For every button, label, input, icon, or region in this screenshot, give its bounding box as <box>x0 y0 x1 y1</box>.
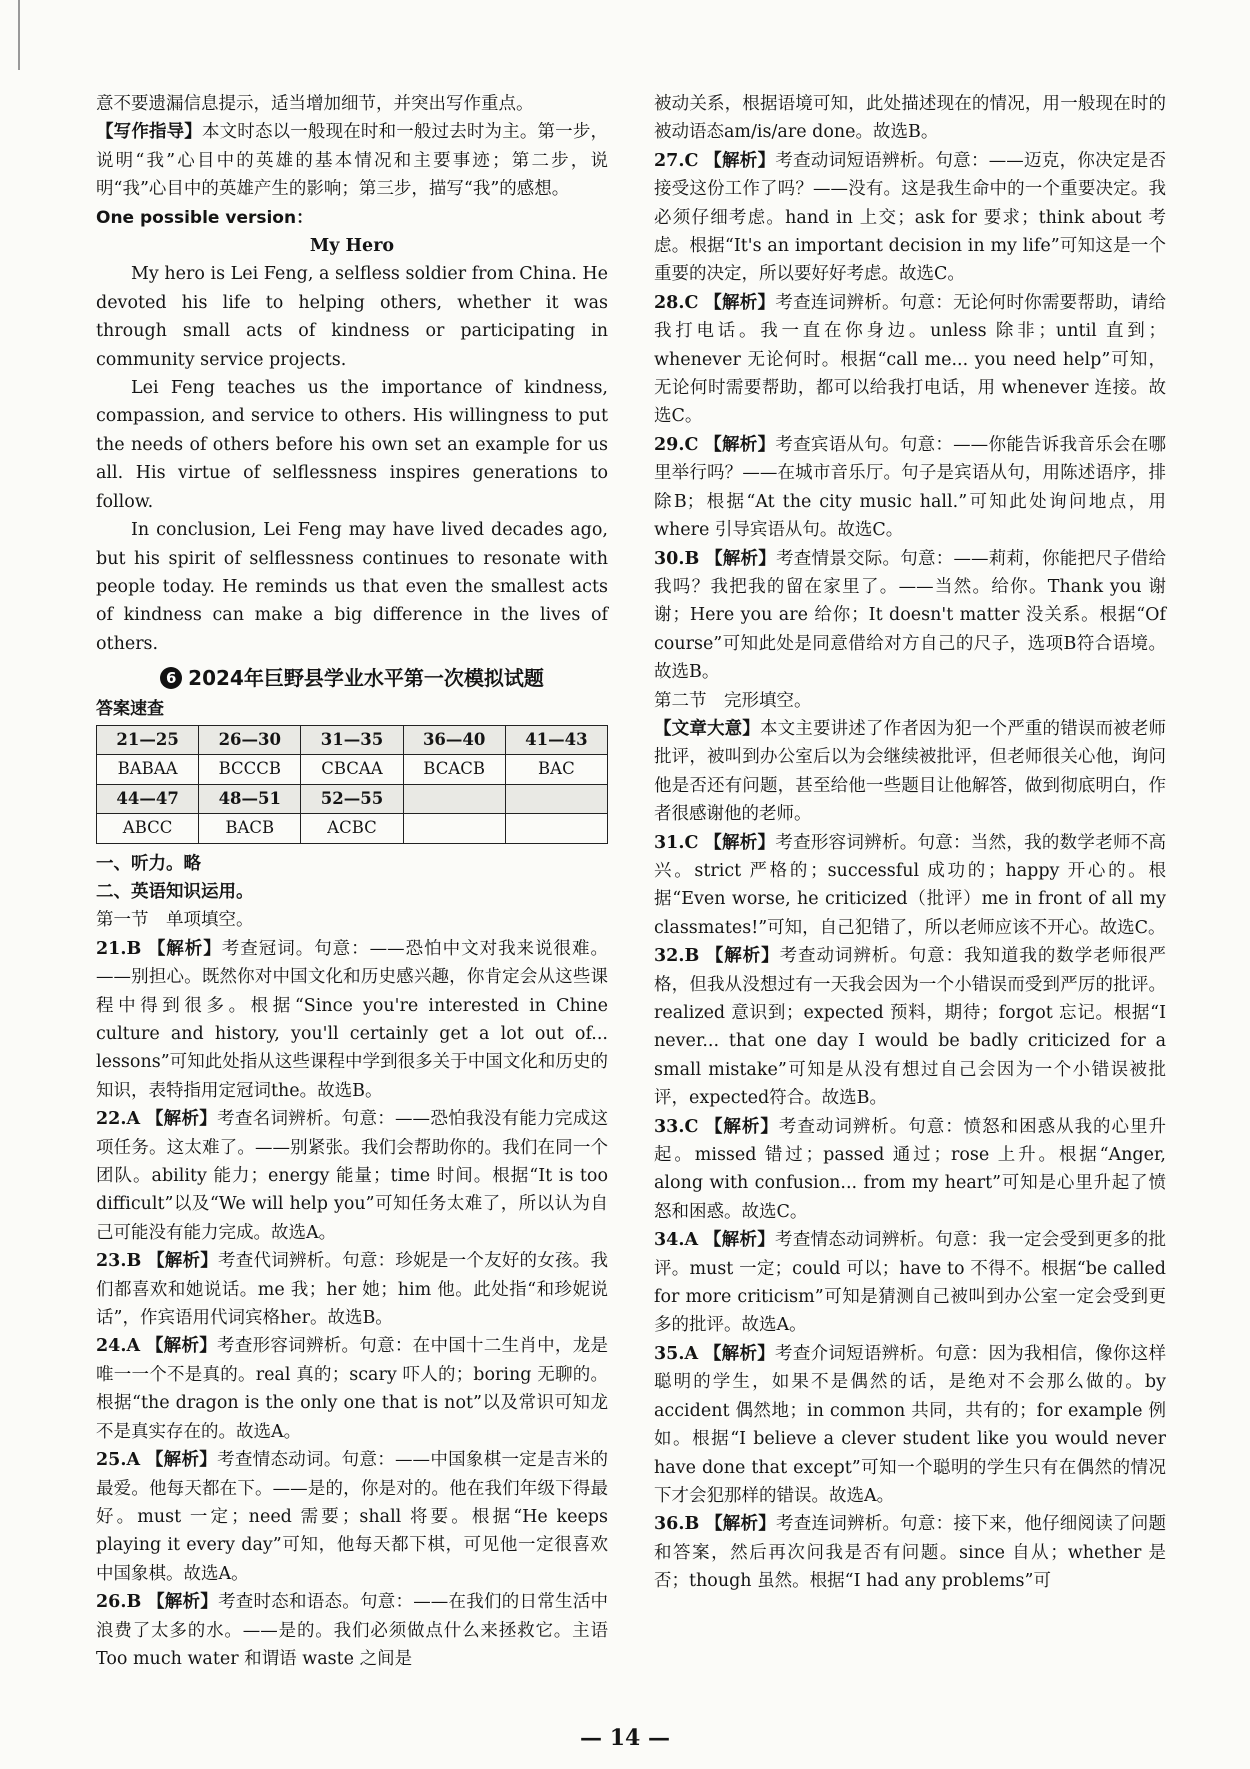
item-answer: A <box>684 1230 699 1251</box>
subsection-heading: 第一节 单项填空。 <box>96 910 254 931</box>
summary-text: 本文主要讲述了作者因为犯一个严重的错误而被老师批评，被叫到办公室后以为会继续被批评，但老师很关心他，询问他是否还有问题，甚至给他一些题目让他解答，做到彻底明白，作者很感谢他的老师。 <box>654 718 1167 825</box>
item-answer: C <box>684 434 699 455</box>
answer-item <box>96 935 608 1105</box>
tag: 【解析】 <box>704 832 776 853</box>
answer-item <box>654 1510 1166 1595</box>
answer-item <box>654 431 1166 545</box>
article-summary <box>654 715 1166 829</box>
item-text: 考查连词辨析。句意：无论何时你需要帮助，请给我打电话。我一直在你身边。unless 除非；until 直到；whenever 无论何时。根据“call me... you need help”可知，无论何时需要帮助，都可以给我打电话，用 whenever 连接。故选C。 <box>654 292 1167 427</box>
table-row <box>97 725 608 754</box>
answer-item <box>96 1588 608 1673</box>
subsection-heading: 第二节 完形填空。 <box>654 690 812 711</box>
item-text: 考查连词辨析。句意：接下来，他仔细阅读了问题和答案，然后再次问我是否有问题。since 自从；whether 是否；though 虽然。根据“I had any problems”可 <box>654 1514 1166 1592</box>
version-label: One possible version： <box>96 207 314 228</box>
tag: 【写作指导】 <box>96 122 202 143</box>
table-cell: BAC <box>505 755 607 784</box>
item-text: 考查形容词辨析。句意：当然，我的数学老师不高兴。strict 严格的；successful 成功的；happy 开心的。根据“Even worse, he criticized（批评）me in front of all my classmates!”可知，自己犯错了，所以老师应该不开心。故选C。 <box>654 832 1167 938</box>
answer-item <box>96 1247 608 1332</box>
tag: 【解析】 <box>145 1336 218 1357</box>
table-row <box>97 784 608 813</box>
item-answer: C <box>684 150 699 171</box>
tag: 【解析】 <box>147 1251 219 1272</box>
item-text: 考查形容词辨析。句意：在中国十二生肖中，龙是唯一一个不是真的。real 真的；scary 吓人的；boring 无聊的。根据“the dragon is the only one that is not”以及常识可知龙不是真实存在的。故选A。 <box>96 1336 608 1442</box>
answer-item <box>96 1332 608 1446</box>
answer-item <box>654 545 1166 687</box>
table-cell: ABCC <box>97 814 199 843</box>
item-answer: C <box>684 832 699 853</box>
part-heading: 二、英语知识运用。 <box>96 881 254 902</box>
item-number: 21. <box>96 938 127 959</box>
paragraph: 被动关系，根据语境可知，此处描述现在的情况，用一般现在时的被动语态am/is/are done。故选B。 <box>654 94 1166 143</box>
item-text: 考查宾语从句。句意：——你能告诉我音乐会在哪里举行吗？——在城市音乐厅。句子是宾语从句，用陈述语序，排除B；根据“At the city music hall.”可知此处询问地点，用 where 引导宾语从句。故选C。 <box>654 434 1166 541</box>
table-cell: 36—40 <box>403 725 505 754</box>
tag: 【解析】 <box>705 1514 777 1535</box>
item-text: 考查冠词。句意：——恐怕中文对我来说很难。——别担心。既然你对中国文化和历史感兴趣，你肯定会从这些课程中得到很多。根据“Since you're interested in Chine culture and history, you'll certainly get a lot out of... lessons”可知此处指从这些课程中学到很多关于中国文化和历史的知识，表特指用定冠词the。故选B。 <box>96 938 609 1101</box>
essay-paragraph: Lei Feng teaches us the importance of kindness, compassion, and service to others. His willingness to put the needs of others before his own set an example for us all. His virtue of selflessness inspires generations to follow. <box>96 378 608 512</box>
tag: 【解析】 <box>147 1592 219 1613</box>
item-answer: B <box>126 938 142 959</box>
essay-paragraph: In conclusion, Lei Feng may have lived decades ago, but his spirit of selflessness continues to resonate with people today. He reminds us that even the smallest acts of kindness can make a big difference in the lives of others. <box>96 520 608 654</box>
item-answer: B <box>684 548 700 569</box>
table-cell: BCCCB <box>199 755 301 784</box>
item-text: 考查动词辨析。句意：愤怒和困惑从我的心里升起。missed 错过；passed 通过；rose 上升。根据“Anger, along with confusion... from my heart”可知是心里升起了愤怒和困惑。故选C。 <box>654 1116 1166 1222</box>
item-number: 30. <box>654 548 685 569</box>
item-answer: B <box>684 1514 700 1535</box>
table-cell <box>403 784 505 813</box>
tag: 【解析】 <box>704 1116 779 1137</box>
right-column <box>654 90 1166 1596</box>
item-text: 考查动词短语辨析。句意：——迈克，你决定是否接受这份工作了吗？——没有。这是我生命中的一个重要决定。我必须仔细考虑。hand in 上交；ask for 要求；think about 考虑。根据“It's an important decision in my life”可知这是一个重要的决定，所以要好好考虑。故选C。 <box>654 150 1166 285</box>
item-text: 考查代词辨析。句意：珍妮是一个友好的女孩。我们都喜欢和她说话。me 我；her 她；him 他。此处指“和珍妮说话”，作宾语用代词宾格her。故选B。 <box>96 1251 608 1329</box>
tag: 【解析】 <box>703 1343 776 1364</box>
table-cell: BCACB <box>403 755 505 784</box>
answer-item <box>654 147 1166 289</box>
item-number: 29. <box>654 434 685 455</box>
part-heading: 一、听力。略 <box>96 853 201 874</box>
section-number: 6 <box>160 667 182 689</box>
tag: 【解析】 <box>704 434 776 455</box>
item-number: 24. <box>96 1336 127 1357</box>
page-number: — 14 — <box>580 1725 670 1751</box>
essay-paragraph: My hero is Lei Feng, a selfless soldier from China. He devoted his life to helping others, whether it was through small acts of kindness or participating in community service projects. <box>96 264 608 370</box>
item-number: 32. <box>654 946 685 967</box>
tag: 【解析】 <box>705 946 780 967</box>
item-number: 27. <box>654 150 685 171</box>
item-number: 36. <box>654 1514 685 1535</box>
table-cell: ACBC <box>301 814 403 843</box>
item-number: 22. <box>96 1109 127 1130</box>
answer-item <box>654 1113 1166 1227</box>
table-row <box>97 755 608 784</box>
item-text: 考查情态动词。句意：——中国象棋一定是吉米的最爱。他每天都在下。——是的，你是对的。他在我们年级下得最好。must 一定；need 需要；shall 将要。根据“He keeps playing it every day”可知，他每天都下棋，可见他一定很喜欢中国象棋。故选A。 <box>96 1450 608 1584</box>
item-text: 考查情态动词辨析。句意：我一定会受到更多的批评。must 一定；could 可以；have to 不得不。根据“be called for more criticism”可知是猜测自己被叫到办公室一定会受到更多的批评。故选A。 <box>654 1230 1166 1336</box>
tag: 【解析】 <box>704 292 776 313</box>
section-heading <box>96 664 608 692</box>
table-cell: 31—35 <box>301 725 403 754</box>
tag: 【解析】 <box>703 1230 776 1251</box>
guide-text: 本文时态以一般现在时和一般过去时为主。第一步，说明“我”心目中的英雄的基本情况和主要事迹；第二步，说明“我”心目中的英雄产生的影响；第三步，描写“我”的感想。 <box>96 122 609 200</box>
writing-guide <box>96 118 608 203</box>
item-answer: A <box>126 1109 141 1130</box>
item-answer: A <box>126 1336 141 1357</box>
tag: 【解析】 <box>147 938 222 959</box>
item-text: 考查介词短语辨析。句意：因为我相信，像你这样聪明的学生，如果不是偶然的话，是绝对不会那么做的。by accident 偶然地；in common 共同，共有的；for example 例如。根据“I believe a clever student like you would never have done that except”可知一个聪明的学生只有在偶然的情况下才会犯那样的错误。故选A。 <box>654 1343 1166 1506</box>
answers-label: 答案速查 <box>96 698 164 719</box>
item-number: 33. <box>654 1116 685 1137</box>
table-cell <box>505 814 607 843</box>
item-answer: A <box>684 1343 699 1364</box>
table-cell: BABAA <box>97 755 199 784</box>
table-cell: BACB <box>199 814 301 843</box>
item-answer: B <box>126 1592 142 1613</box>
item-number: 25. <box>96 1450 127 1471</box>
item-text: 考查名词辨析。句意：——恐怕我没有能力完成这项任务。这太难了。——别紧张。我们会帮助你的。我们在同一个团队。ability 能力；energy 能量；time 时间。根据“It is too difficult”以及“We will help you”可知任务太难了，所以认为自己可能没有能力完成。故选A。 <box>96 1109 608 1243</box>
binding-margin-mark <box>18 0 38 70</box>
table-cell <box>403 814 505 843</box>
item-text: 考查情景交际。句意：——莉莉，你能把尺子借给我吗？我把我的留在家里了。——当然。给你。Thank you 谢谢；Here you are 给你；It doesn't matter 没关系。根据“Of course”可知此处是同意借给对方自己的尺子，选项B符合语境。故选B。 <box>654 548 1166 683</box>
answer-item <box>654 1226 1166 1340</box>
tag: 【解析】 <box>705 548 777 569</box>
answer-item <box>96 1446 608 1588</box>
table-cell <box>505 784 607 813</box>
essay-title: My Hero <box>309 236 395 257</box>
item-answer: A <box>126 1450 141 1471</box>
table-row <box>97 814 608 843</box>
tag: 【解析】 <box>145 1109 218 1130</box>
item-number: 34. <box>654 1230 685 1251</box>
item-answer: C <box>684 1116 699 1137</box>
item-number: 28. <box>654 292 685 313</box>
section-title: 2024年巨野县学业水平第一次模拟试题 <box>188 666 544 691</box>
table-cell: 48—51 <box>199 784 301 813</box>
table-cell: 52—55 <box>301 784 403 813</box>
item-number: 23. <box>96 1251 127 1272</box>
left-column <box>96 90 608 1673</box>
table-cell: 26—30 <box>199 725 301 754</box>
item-text: 考查时态和语态。句意：——在我们的日常生活中浪费了太多的水。——是的。我们必须做点什么来拯救它。主语 Too much water 和谓语 waste 之间是 <box>96 1592 608 1669</box>
answer-item <box>654 942 1166 1112</box>
item-number: 35. <box>654 1343 685 1364</box>
table-cell: 41—43 <box>505 725 607 754</box>
table-cell: CBCAA <box>301 755 403 784</box>
table-cell: 21—25 <box>97 725 199 754</box>
answer-table <box>96 725 608 844</box>
answer-item <box>654 1340 1166 1510</box>
tag: 【解析】 <box>145 1450 218 1471</box>
item-number: 26. <box>96 1592 127 1613</box>
paragraph: 意不要遗漏信息提示，适当增加细节，并突出写作重点。 <box>96 94 534 114</box>
item-text: 考查动词辨析。句意：我知道我的数学老师很严格，但我从没想过有一天我会因为一个小错误而受到严厉的批评。realized 意识到；expected 预料，期待；forgot 忘记。根据“I never... that one day I would be badly criticized for a small mistake”可知是从没有想过自己会因为一个小错误被批评，expected符合。故选B。 <box>654 946 1166 1109</box>
answer-item <box>96 1105 608 1247</box>
table-cell: 44—47 <box>97 784 199 813</box>
item-answer: B <box>126 1251 142 1272</box>
item-answer: B <box>684 946 700 967</box>
item-answer: C <box>684 292 699 313</box>
item-number: 31. <box>654 832 685 853</box>
tag: 【文章大意】 <box>654 718 760 739</box>
answer-item <box>654 829 1166 943</box>
tag: 【解析】 <box>704 150 776 171</box>
answer-item <box>654 289 1166 431</box>
